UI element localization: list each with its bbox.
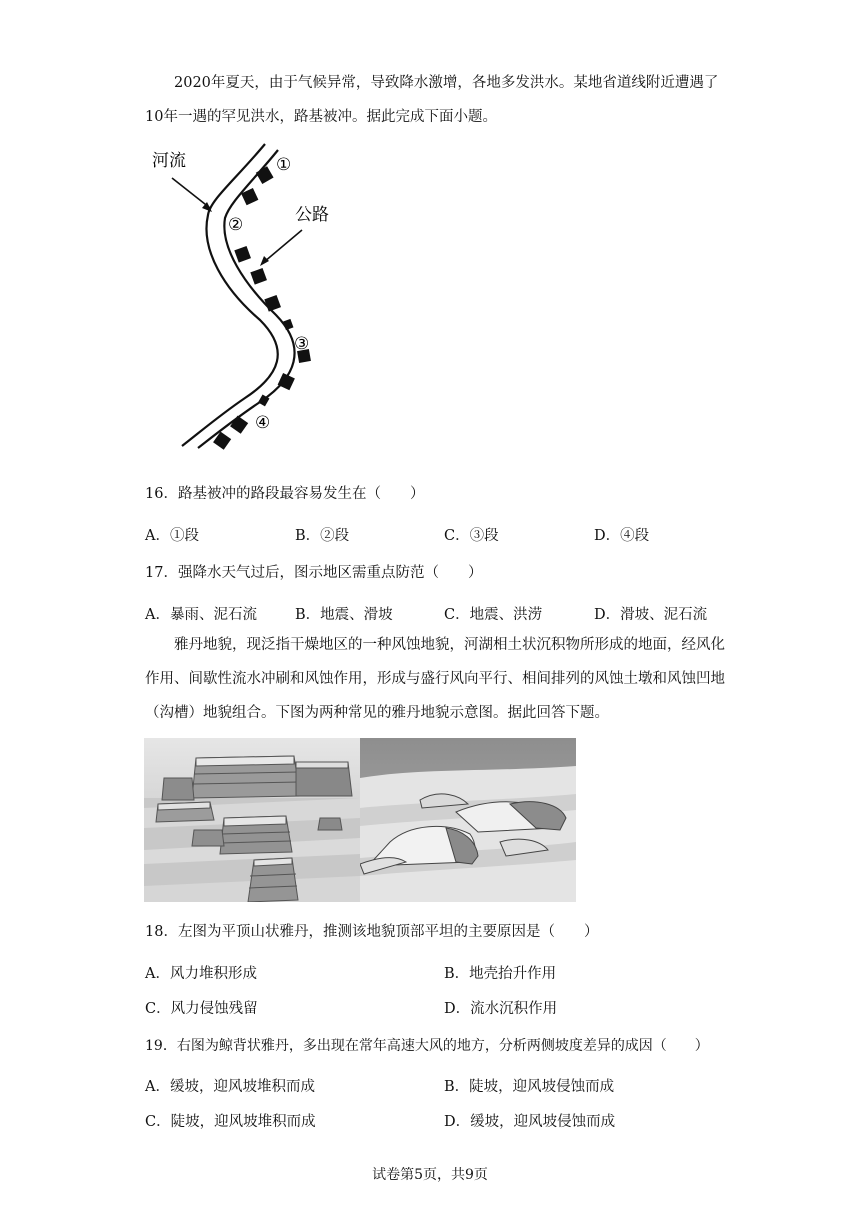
q16-option-d: D．④段 <box>594 528 650 544</box>
q17-option-d: D．滑坡、泥石流 <box>594 607 708 623</box>
q19-option-a: A．缓坡，迎风坡堆积而成 <box>145 1079 315 1095</box>
marker-3: ③ <box>294 334 310 354</box>
river-label: 河流 <box>152 151 186 170</box>
q19-option-b: B．陡坡，迎风坡侵蚀而成 <box>444 1079 615 1095</box>
q19-option-d: D．缓坡，迎风坡侵蚀而成 <box>444 1114 616 1130</box>
river-road-diagram <box>140 140 340 452</box>
q18-option-b: B．地壳抬升作用 <box>444 966 557 982</box>
q18-option-a: A．风力堆积形成 <box>145 966 257 982</box>
q17-option-a: A．暴雨、泥石流 <box>145 607 257 623</box>
page-footer: 试卷第5页，共9页 <box>372 1167 488 1183</box>
question-17-stem: 17．强降水天气过后，图示地区需重点防范（ ） <box>145 565 483 581</box>
intro-paragraph-yardang: 雅丹地貌，现泛指干燥地区的一种风蚀地貌，河湖相土状沉积物所形成的地面，经风化作用、间歇性流水冲刷和风蚀作用，形成与盛行风向平行、相间排列的风蚀土墩和风蚀凹地（沟槽）地貌组合。下图为两种常见的雅丹地貌示意图。据此回答下题。 <box>145 637 725 721</box>
q16-option-a: A．①段 <box>145 528 199 544</box>
q19-option-c: C．陡坡，迎风坡堆积而成 <box>145 1114 316 1130</box>
q17-option-c: C．地震、洪涝 <box>444 607 543 623</box>
marker-1: ① <box>276 155 292 175</box>
q18-option-d: D．流水沉积作用 <box>444 1001 558 1017</box>
marker-2: ② <box>228 215 244 235</box>
question-18-stem: 18．左图为平顶山状雅丹，推测该地貌顶部平坦的主要原因是（ ） <box>145 924 599 940</box>
intro-paragraph-flood: 2020年夏天，由于气候异常，导致降水激增，各地多发洪水。某地省道线附近遭遇了10年一遇的罕见洪水，路基被冲。据此完成下面小题。 <box>145 75 719 125</box>
q16-option-b: B．②段 <box>295 528 350 544</box>
flat-top-yardang-image <box>144 738 360 902</box>
road-arrow <box>264 230 302 262</box>
road-label: 公路 <box>295 205 329 224</box>
q16-option-c: C．③段 <box>444 528 499 544</box>
q18-option-c: C．风力侵蚀残留 <box>145 1001 258 1017</box>
question-19-stem: 19．右图为鲸背状雅丹，多出现在常年高速大风的地方，分析两侧坡度差异的成因（ ） <box>145 1038 709 1054</box>
question-16-stem: 16．路基被冲的路段最容易发生在（ ） <box>145 486 425 502</box>
whaleback-yardang-image <box>360 738 576 902</box>
river-arrow <box>172 178 210 208</box>
q17-option-b: B．地震、滑坡 <box>295 607 393 623</box>
marker-4: ④ <box>255 413 271 433</box>
